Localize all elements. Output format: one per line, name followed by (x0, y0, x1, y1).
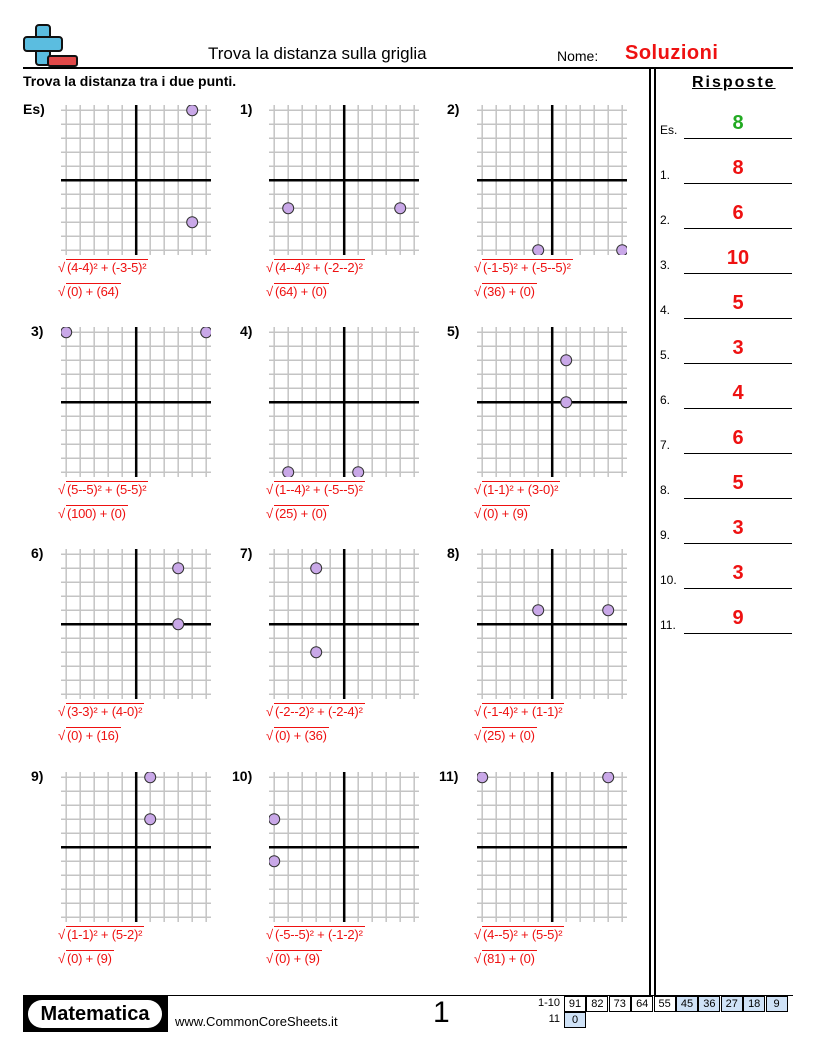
answer-number: 8. (660, 483, 671, 497)
coordinate-grid (477, 327, 627, 477)
sqrt-icon: √ (58, 284, 65, 299)
distance-formula (266, 704, 365, 719)
answer-number: 7. (660, 438, 671, 452)
plotted-point (186, 216, 197, 227)
answer-blank[interactable] (684, 498, 792, 499)
score-cell: 64 (631, 996, 653, 1012)
formula-radicand: (5--5)² + (5-5)² (66, 482, 147, 497)
coordinate-grid (477, 549, 627, 699)
formula-radicand: (-2--2)² + (-2-4)² (274, 704, 363, 719)
brand-label: Matematica (28, 1000, 162, 1028)
formula-radicand: (0) + (9) (482, 506, 528, 521)
plotted-point (282, 202, 293, 213)
name-value: Soluzioni (625, 42, 719, 64)
answer-value: 6 (732, 427, 744, 449)
answer-value: 3 (732, 562, 744, 584)
answer-blank[interactable] (684, 138, 792, 139)
answer-number: 4. (660, 303, 671, 317)
answer-blank[interactable] (684, 543, 792, 544)
formula-radicand: (100) + (0) (66, 506, 126, 521)
formula-radicand: (-1-5)² + (-5--5)² (482, 260, 571, 275)
plotted-point (616, 244, 626, 254)
answer-value: 5 (732, 292, 744, 314)
formula-radicand: (0) + (9) (66, 951, 112, 966)
score-cell: 0 (564, 1012, 586, 1028)
distance-formula (58, 482, 148, 497)
formula-radicand: (0) + (16) (66, 728, 119, 743)
plotted-point (477, 772, 488, 783)
sqrt-icon: √ (474, 482, 481, 497)
answer-blank[interactable] (684, 273, 792, 274)
distance-formula (58, 927, 144, 942)
logo-minus-icon (47, 55, 78, 67)
formula-radicand: (81) + (0) (482, 951, 535, 966)
sqrt-icon: √ (474, 260, 481, 275)
distance-formula (474, 260, 573, 275)
answer-value: 3 (732, 517, 744, 539)
sqrt-icon: √ (474, 506, 481, 521)
answer-blank[interactable] (684, 183, 792, 184)
plotted-point (269, 813, 280, 824)
plotted-point (310, 562, 321, 573)
distance-formula (266, 927, 365, 942)
worksheet-title: Trova la distanza sulla griglia (208, 44, 427, 63)
plotted-point (172, 562, 183, 573)
squared-sum (58, 284, 121, 299)
answer-blank[interactable] (684, 453, 792, 454)
answer-number: 3. (660, 258, 671, 272)
sqrt-icon: √ (58, 482, 65, 497)
score-cell: 82 (586, 996, 608, 1012)
plotted-point (560, 396, 571, 407)
plotted-point (602, 772, 613, 783)
answer-value: 8 (732, 112, 744, 134)
answer-row (660, 424, 792, 454)
formula-radicand: (4-4)² + (-3-5)² (66, 260, 147, 275)
plotted-point (144, 813, 155, 824)
coordinate-grid (269, 327, 419, 477)
coordinate-grid (477, 772, 627, 922)
coordinate-grid (269, 549, 419, 699)
formula-radicand: (1--4)² + (-5--5)² (274, 482, 363, 497)
problem-label: 6) (31, 545, 44, 561)
score-cell: 18 (743, 996, 765, 1012)
problem-label: 3) (31, 323, 44, 339)
problem-label: 4) (240, 323, 253, 339)
score-cell: 73 (609, 996, 631, 1012)
distance-formula (58, 260, 148, 275)
sqrt-icon: √ (58, 728, 65, 743)
sqrt-icon: √ (266, 704, 273, 719)
problem-label: 5) (447, 323, 460, 339)
sqrt-icon: √ (266, 506, 273, 521)
answer-number: 10. (660, 573, 677, 587)
answer-blank[interactable] (684, 588, 792, 589)
sqrt-icon: √ (58, 951, 65, 966)
formula-radicand: (64) + (0) (274, 284, 327, 299)
answer-row (660, 109, 792, 139)
coordinate-grid (61, 772, 211, 922)
sqrt-icon: √ (474, 704, 481, 719)
sqrt-icon: √ (474, 951, 481, 966)
sqrt-icon: √ (266, 728, 273, 743)
formula-radicand: (-5--5)² + (-1-2)² (274, 927, 363, 942)
squared-sum (58, 728, 121, 743)
squared-sum (266, 506, 329, 521)
distance-formula (474, 704, 564, 719)
problem-label: 1) (240, 101, 253, 117)
page-number: 1 (433, 996, 450, 1029)
formula-radicand: (1-1)² + (3-0)² (482, 482, 559, 497)
formula-radicand: (0) + (36) (274, 728, 327, 743)
name-label: Nome: (557, 48, 599, 64)
score-cell: 55 (654, 996, 676, 1012)
plotted-point (532, 604, 543, 615)
answer-row (660, 514, 792, 544)
plotted-point (532, 244, 543, 254)
answer-row (660, 379, 792, 409)
answer-number: 5. (660, 348, 671, 362)
answer-number: 2. (660, 213, 671, 227)
plotted-point (269, 855, 280, 866)
answer-number: 6. (660, 393, 671, 407)
answer-blank[interactable] (684, 318, 792, 319)
formula-radicand: (25) + (0) (274, 506, 327, 521)
squared-sum (58, 951, 114, 966)
sqrt-icon: √ (474, 284, 481, 299)
answer-number: 1. (660, 168, 671, 182)
coordinate-grid (269, 772, 419, 922)
answer-blank[interactable] (684, 228, 792, 229)
answer-value: 5 (732, 472, 744, 494)
sqrt-icon: √ (474, 927, 481, 942)
answer-value: 4 (732, 382, 744, 404)
formula-radicand: (3-3)² + (4-0)² (66, 704, 143, 719)
sqrt-icon: √ (58, 704, 65, 719)
sqrt-icon: √ (474, 728, 481, 743)
squared-sum (474, 506, 530, 521)
answer-column-divider (649, 69, 651, 995)
plotted-point (602, 604, 613, 615)
distance-formula (58, 704, 144, 719)
plotted-point (282, 466, 293, 476)
answer-blank[interactable] (684, 408, 792, 409)
score-cell: 91 (564, 996, 586, 1012)
plotted-point (560, 354, 571, 365)
answer-blank[interactable] (684, 633, 792, 634)
problem-label: 8) (447, 545, 460, 561)
sqrt-icon: √ (266, 927, 273, 942)
squared-sum (266, 728, 329, 743)
formula-radicand: (0) + (9) (274, 951, 320, 966)
answer-row (660, 559, 792, 589)
problem-label: Es) (23, 101, 45, 117)
logo-plus-center (37, 38, 49, 50)
answer-number: 11. (660, 618, 676, 632)
problem-label: 7) (240, 545, 253, 561)
answer-row (660, 469, 792, 499)
coordinate-grid (61, 549, 211, 699)
sqrt-icon: √ (266, 260, 273, 275)
plotted-point (172, 618, 183, 629)
answer-number: Es. (660, 123, 678, 137)
score-cell: 27 (721, 996, 743, 1012)
sqrt-icon: √ (58, 260, 65, 275)
sqrt-icon: √ (266, 482, 273, 497)
distance-formula (266, 482, 365, 497)
sqrt-icon: √ (58, 506, 65, 521)
squared-sum (266, 951, 322, 966)
coordinate-grid (61, 327, 211, 477)
answer-row (660, 244, 792, 274)
formula-radicand: (4--5)² + (5-5)² (482, 927, 563, 942)
score-row-label: 11 (548, 1013, 560, 1025)
squared-sum (474, 951, 537, 966)
formula-radicand: (-1-4)² + (1-1)² (482, 704, 563, 719)
score-cell: 9 (766, 996, 788, 1012)
answer-number: 9. (660, 528, 671, 542)
plotted-point (310, 646, 321, 657)
website-link[interactable]: www.CommonCoreSheets.it (175, 1014, 338, 1029)
plotted-point (200, 327, 210, 338)
distance-formula (474, 482, 560, 497)
plotted-point (61, 327, 72, 338)
score-cell: 45 (676, 996, 698, 1012)
answer-row (660, 604, 792, 634)
score-row-label: 1-10 (537, 997, 560, 1009)
answer-blank[interactable] (684, 363, 792, 364)
distance-formula (474, 927, 564, 942)
squared-sum (474, 728, 537, 743)
answer-row (660, 289, 792, 319)
logo (0, 0, 90, 70)
squared-sum (266, 284, 329, 299)
answer-row (660, 199, 792, 229)
answer-value: 3 (732, 337, 744, 359)
answer-row (660, 154, 792, 184)
formula-radicand: (36) + (0) (482, 284, 535, 299)
answer-value: 6 (732, 202, 744, 224)
squared-sum (474, 284, 537, 299)
plotted-point (186, 105, 197, 116)
sqrt-icon: √ (58, 927, 65, 942)
answer-value: 8 (732, 157, 744, 179)
answer-value: 10 (726, 247, 750, 269)
coordinate-grid (61, 105, 211, 255)
problem-label: 2) (447, 101, 460, 117)
formula-radicand: (25) + (0) (482, 728, 535, 743)
answer-row (660, 334, 792, 364)
problem-label: 10) (232, 768, 253, 784)
sqrt-icon: √ (266, 951, 273, 966)
answer-value: 9 (732, 607, 744, 629)
score-cell: 36 (698, 996, 720, 1012)
instructions: Trova la distanza tra i due punti. (23, 73, 237, 89)
plotted-point (394, 202, 405, 213)
plotted-point (144, 772, 155, 783)
coordinate-grid (477, 105, 627, 255)
squared-sum (58, 506, 128, 521)
problem-label: 9) (31, 768, 44, 784)
formula-radicand: (0) + (64) (66, 284, 119, 299)
problem-label: 11) (439, 768, 459, 784)
formula-radicand: (4--4)² + (-2--2)² (274, 260, 363, 275)
sqrt-icon: √ (266, 284, 273, 299)
header-divider (23, 67, 793, 69)
answer-column-divider-inner (654, 69, 656, 995)
answers-title: Risposte (692, 74, 776, 91)
plotted-point (352, 466, 363, 476)
formula-radicand: (1-1)² + (5-2)² (66, 927, 143, 942)
distance-formula (266, 260, 365, 275)
coordinate-grid (269, 105, 419, 255)
